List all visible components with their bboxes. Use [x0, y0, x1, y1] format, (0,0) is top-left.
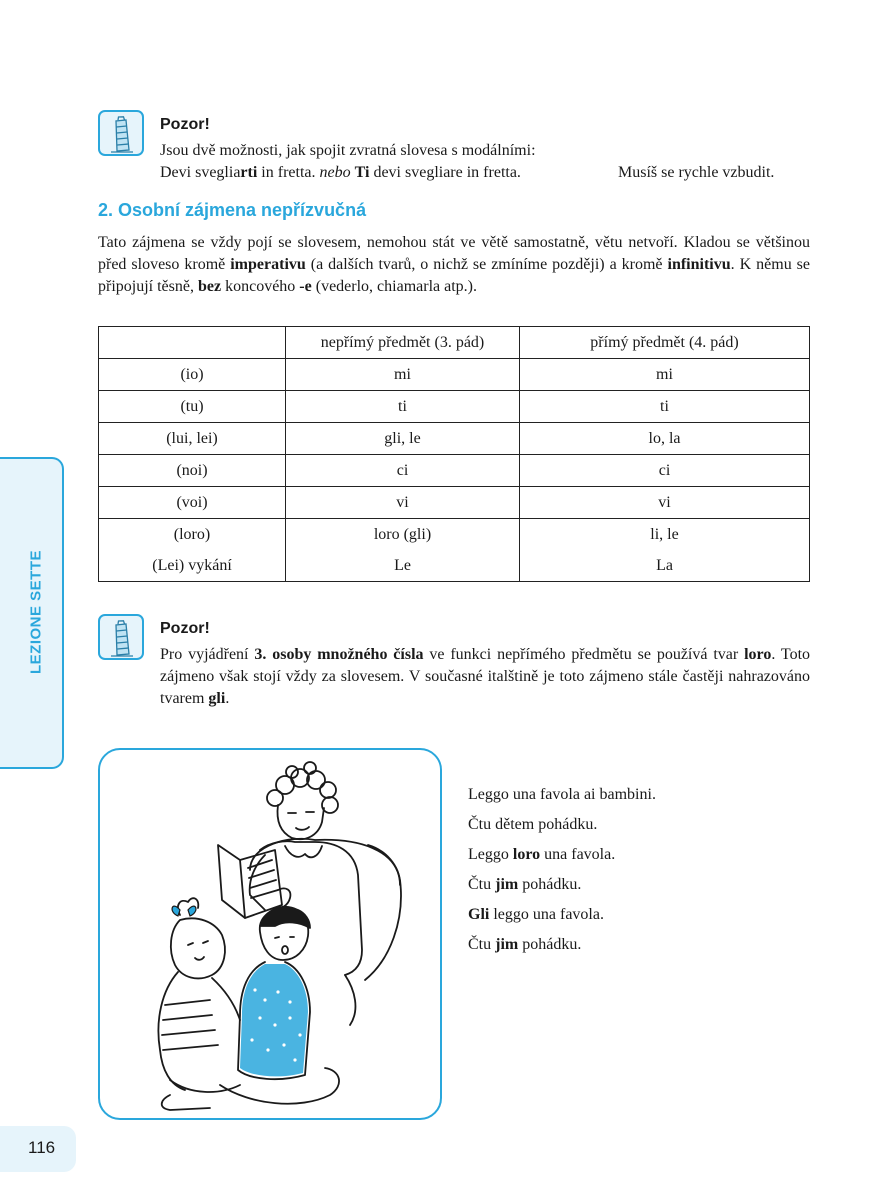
table-header-cell — [99, 327, 286, 359]
table-cell: ti — [520, 391, 810, 423]
table-cell: ti — [286, 391, 520, 423]
table-cell: (Lei) vykání — [99, 550, 286, 582]
note-example: Devi svegliarti in fretta. nebo Ti devi svegliare in fretta. Musíš se rychle vzbudit. — [160, 162, 818, 184]
note-text: Pro vyjádření 3. osoby množného čísla ve funkci nepřímého předmětu se používá tvar loro. Toto zájmeno však stojí vždy za slovesem. V současné italštině je toto zájmeno stále častěji nahrazováno tvarem gli. — [160, 646, 811, 707]
note-translation: Musíš se rychle vzbudit. — [618, 164, 775, 181]
example-line: Čtu dětem pohádku. — [468, 816, 598, 833]
section-heading: 2. Osobní zájmena nepřízvučná — [98, 200, 367, 220]
leaning-tower-icon — [98, 614, 144, 660]
table-cell: vi — [286, 487, 520, 519]
page-number: 116 — [28, 1138, 56, 1157]
table-cell: ci — [520, 455, 810, 487]
table-cell: li, le — [520, 519, 810, 551]
table-cell: Le — [286, 550, 520, 582]
table-cell: ci — [286, 455, 520, 487]
reading-grandmother-illustration — [100, 750, 440, 1118]
table-cell: (noi) — [99, 455, 286, 487]
table-cell: (tu) — [99, 391, 286, 423]
table-cell: (io) — [99, 359, 286, 391]
note-box-2 — [98, 614, 810, 724]
table-cell: vi — [520, 487, 810, 519]
example-line: Leggo loro una favola. — [468, 846, 616, 863]
example-sentences — [468, 780, 656, 960]
table-row — [99, 391, 810, 423]
table-cell: mi — [520, 359, 810, 391]
leaning-tower-icon — [98, 110, 144, 156]
table-cell: mi — [286, 359, 520, 391]
table-cell: La — [520, 550, 810, 582]
table-row — [99, 519, 810, 551]
table-cell: (loro) — [99, 519, 286, 551]
note-box-1 — [98, 110, 818, 190]
example-line: Gli leggo una favola. — [468, 906, 604, 923]
intro-paragraph: Tato zájmena se vždy pojí se slovesem, nemohou stát ve větě samostatně, větu netvoří. Kladou se většinou před sloveso kromě imperativu (a dalších tvarů, o nichž se zmíníme později) a kromě infinitivu. K němu se připojují těsně, bez koncového -e (vederlo, chiamarla atp.). — [98, 234, 810, 295]
table-cell: loro (gli) — [286, 519, 520, 551]
table-row — [99, 455, 810, 487]
note-title: Pozor! — [160, 116, 210, 133]
table-header-cell: nepřímý předmět (3. pád) — [286, 327, 520, 359]
table-row — [99, 359, 810, 391]
table-row — [99, 487, 810, 519]
note-text: Jsou dvě možnosti, jak spojit zvratná slovesa s modálními: — [160, 142, 536, 159]
example-line: Leggo una favola ai bambini. — [468, 786, 656, 803]
table-header-row — [99, 327, 810, 359]
pronoun-table — [98, 326, 810, 582]
table-row — [99, 423, 810, 455]
example-line: Čtu jim pohádku. — [468, 876, 582, 893]
table-cell: (lui, lei) — [99, 423, 286, 455]
illustration-frame — [98, 748, 442, 1120]
table-header-cell: přímý předmět (4. pád) — [520, 327, 810, 359]
table-cell: (voi) — [99, 487, 286, 519]
table-cell: lo, la — [520, 423, 810, 455]
table-cell: gli, le — [286, 423, 520, 455]
note-title: Pozor! — [160, 620, 210, 637]
table-row — [99, 550, 810, 582]
example-line: Čtu jim pohádku. — [468, 936, 582, 953]
chapter-label: LEZIONE SETTE — [27, 549, 45, 675]
